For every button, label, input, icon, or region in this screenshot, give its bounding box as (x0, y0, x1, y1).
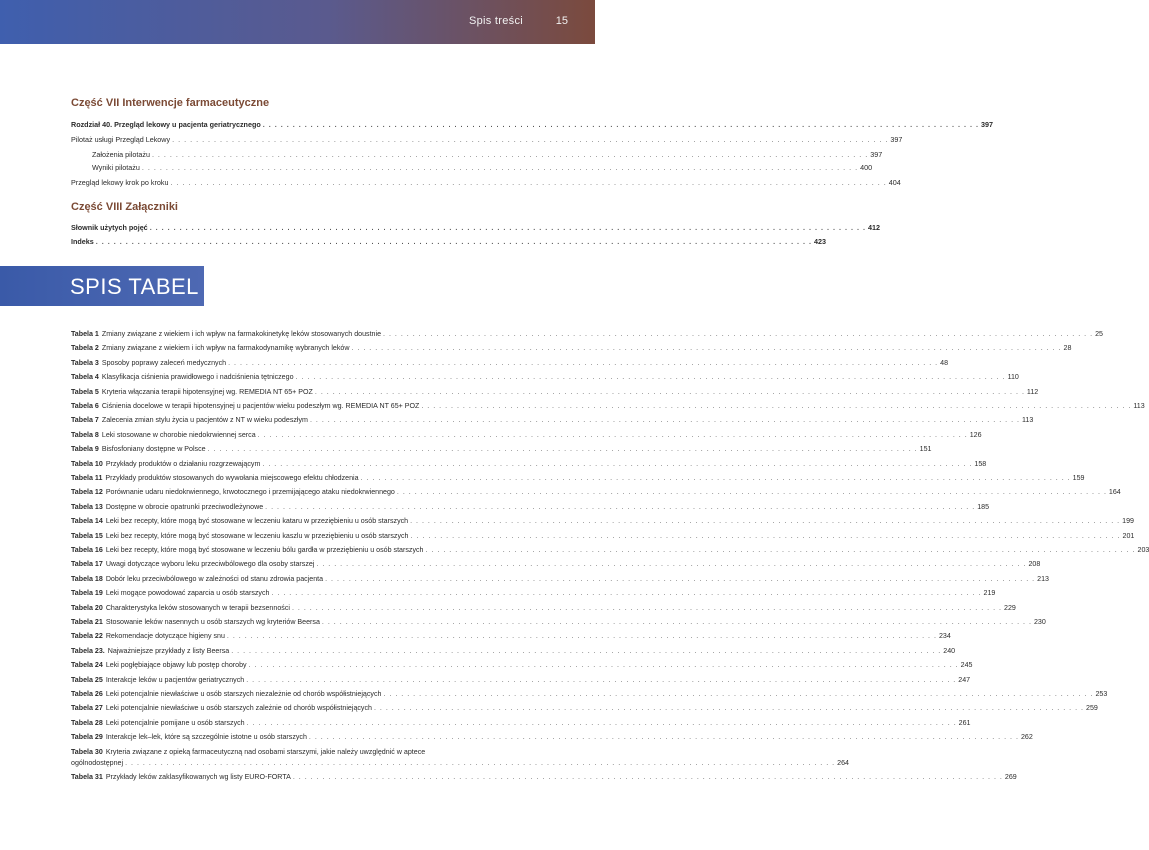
table-title: Rekomendacje dotyczące higieny snu (105, 632, 225, 641)
table-list-item[interactable] (71, 472, 1085, 484)
table-list-item[interactable] (71, 674, 971, 686)
table-page: 126 (969, 430, 982, 439)
table-list-item[interactable] (71, 630, 951, 642)
page-number: 15 (555, 15, 568, 27)
dot-leader: . . . . . . . . . . . . . . . . . . . . . . . . . . . . . . . . . . . . . . . . . . . . . . . . . . . . . . . . . . . . . . . . . . . . . . . . . . . . . . . . . . . . . . . . . . . . . . . . . . . . . . . . . . . . . . . . . . . . . . . . (383, 330, 1094, 338)
table-number: Tabela 24 (71, 661, 103, 670)
table-title: Interakcje leków u pacjentów geriatrycznych (105, 675, 245, 684)
table-list-item[interactable] (71, 558, 1041, 570)
part-heading: Część VIII Załączniki (71, 201, 178, 213)
table-page: 245 (960, 661, 973, 670)
table-title: Porównanie udaru niedokrwiennego, krwotocznego i przemijającego ataku niedokrwiennego (105, 488, 395, 497)
toc-entry-page: 397 (981, 120, 993, 129)
table-page: 110 (1007, 373, 1019, 382)
toc-entry[interactable] (71, 177, 901, 189)
table-title: Leki bez recepty, które mogą być stosowane w leczeniu kaszlu w przeziębieniu u osób starszych (105, 531, 409, 540)
table-number: Tabela 6 (71, 402, 99, 410)
dot-leader: . . . . . . . . . . . . . . . . . . . . . . . . . . . . . . . . . . . . . . . . . . . . . . . . . . . . . . . . . . . . . . . . . . . . . . . . . . . . . . . . . . . . . . . . . . . . . . . . . . . . . . . . . . . . . . . . . . . . . . . . (231, 646, 942, 655)
table-page: 158 (974, 459, 987, 468)
dot-leader: . . . . . . . . . . . . . . . . . . . . . . . . . . . . . . . . . . . . . . . . . . . . . . . . . . . . . . . . . . . . . . . . . . . . . . . . . . . . . . . . . . . . . . . . . . . . . . . . . . . . . . . . . . . . . . . . . . . . . . . . (262, 120, 979, 129)
dot-leader: . . . . . . . . . . . . . . . . . . . . . . . . . . . . . . . . . . . . . . . . . . . . . . . . . . . . . . . . . . . . . . . . . . . . . . . . . . . . . . . . . . . . . . . . . . . . . . . . . . . . . . . . . . . . . . . . . . . . . . . . (170, 178, 887, 187)
dot-leader: . . . . . . . . . . . . . . . . . . . . . . . . . . . . . . . . . . . . . . . . . . . . . . . . . . . . . . . . . . . . . . . . . . . . . . . . . . . . . . . . . . . . . . . . . . . . . . . . . . . . . . . . . . . . . . . . . . . . . . . . (325, 574, 1036, 583)
table-number: Tabela 10 (71, 459, 103, 468)
table-list-item[interactable] (71, 645, 956, 657)
toc-entry[interactable] (92, 162, 873, 174)
table-list-item[interactable] (71, 371, 1019, 383)
table-page: 213 (1037, 574, 1049, 583)
table-title: Leki mogące powodować zaparcia u osób starszych (105, 589, 270, 598)
table-title: Charakterystyka leków stosowanych w terapii bezsenności (105, 603, 290, 612)
dot-leader: . . . . . . . . . . . . . . . . . . . . . . . . . . . . . . . . . . . . . . . . . . . . . . . . . . . . . . . . . . . . . . . . . . . . . . . . . . . . . . . . . . . . . . . . . . . . . . . . . . . . . . . . . . . . . . . . . . . . . . . . (271, 589, 982, 598)
table-list-item[interactable] (71, 386, 1039, 398)
toc-entry[interactable] (71, 119, 993, 131)
dot-leader: . . . . . . . . . . . . . . . . . . . . . . . . . . . . . . . . . . . . . . . . . . . . . . . . . . . . . . . . . . . . . . . . . . . . . . . . . . . . . . . . . . . . . . . . . . . . . . . . . . . . . . . . . . . . . . . . . . . . . . . . (151, 150, 869, 159)
table-list-item[interactable] (71, 530, 1135, 542)
dot-leader: . . . . . . . . . . . . . . . . . . . . . . . . . . . . . . . . . . . . . . . . . . . . . . . . . . . . . . . . . . . . . . . . . . . . . . . . . . . . . . . . . . . . . . . . . . . . . . . . . . . . . . . . . . . . . . . . . . . . . . . . (410, 517, 1121, 526)
section-title: SPIS TABEL (70, 274, 199, 299)
table-number: Tabela 20 (71, 603, 103, 612)
table-list-item[interactable] (71, 486, 1121, 498)
table-number: Tabela 14 (71, 517, 103, 526)
toc-entry-title: Słownik użytych pojęć (71, 223, 148, 232)
table-number: Tabela 4 (71, 373, 99, 382)
table-list-item[interactable] (71, 414, 1034, 426)
table-number: Tabela 22 (71, 632, 103, 641)
table-title: Klasyfikacja ciśnienia prawidłowego i nadciśnienia tętniczego (101, 373, 294, 382)
table-title: Leki bez recepty, które mogą być stosowane w leczeniu bólu gardła w przeziębieniu u osób starszych (105, 546, 424, 554)
table-number: Tabela 18 (71, 574, 103, 583)
table-title: Przykłady produktów o działaniu rozgrzewającym (105, 459, 261, 468)
table-page: 264 (837, 758, 849, 767)
page-header (0, 0, 595, 44)
table-number: Tabela 8 (71, 430, 99, 439)
table-page: 159 (1072, 474, 1085, 482)
toc-entry[interactable] (71, 134, 903, 146)
table-number: Tabela 5 (71, 387, 99, 396)
table-list-item[interactable] (71, 357, 949, 369)
table-number: Tabela 19 (71, 589, 103, 598)
table-list-item[interactable] (71, 544, 1149, 556)
table-title: Uwagi dotyczące wyboru leku przeciwbólowego dla osoby starszej (105, 560, 315, 569)
table-title: Zmiany związane z wiekiem i ich wpływ na farmakokinetykę leków stosowanych doustnie (101, 330, 382, 338)
table-number: Tabela 12 (71, 488, 103, 497)
table-title: Leki potencjalnie niewłaściwe u osób starszych zależnie od chorób współistniejących (105, 704, 372, 713)
table-title: Leki potencjalnie niewłaściwe u osób starszych niezależnie od chorób współistniejących (105, 690, 382, 698)
table-title: Kryteria włączania terapii hipotensyjnej wg. REMEDIA NT 65+ POZ (101, 387, 313, 396)
dot-leader: . . . . . . . . . . . . . . . . . . . . . . . . . . . . . . . . . . . . . . . . . . . . . . . . . . . . . . . . . . . . . . . . . . . . . . . . . . . . . . . . . . . . . . . . . . . . . . . . . . . . . . . . . . . . . . . . . . . . . . . . (172, 135, 889, 144)
table-page: 48 (940, 358, 949, 367)
toc-entry-page: 423 (814, 237, 827, 246)
table-title: Bisfosfoniany dostępne w Polsce (101, 445, 206, 454)
table-title: Zalecenia zmian stylu życia u pacjentów z NT w wieku podeszłym (101, 416, 308, 425)
table-number: Tabela 13 (71, 502, 103, 511)
running-header-title: Spis treści (468, 15, 523, 27)
table-title: Leki pogłębiające objawy lub postęp choroby (105, 661, 247, 670)
table-number: Tabela 21 (71, 618, 103, 626)
table-page: 203 (1137, 546, 1149, 554)
table-page: 208 (1028, 560, 1041, 569)
table-page: 113 (1133, 402, 1145, 410)
table-page: 234 (938, 632, 951, 641)
table-list-item[interactable] (71, 429, 982, 441)
table-title: Kryteria związane z opieką farmaceutyczną nad osobami starszymi, jakie należy uwzględnić w aptece (105, 747, 426, 756)
table-list-item[interactable] (71, 573, 1049, 585)
table-list-item[interactable] (71, 771, 1017, 783)
dot-leader: . . . . . . . . . . . . . . . . . . . . . . . . . . . . . . . . . . . . . . . . . . . . . . . . . . . . . . . . . . . . . . . . . . . . . . . . . . . . . . . . . . . . . . . . . . . . . . . . . . . . . . . . . . . . . . . . . . . . . . . . (316, 560, 1027, 569)
table-title: Interakcje lek–lek, które są szczególnie istotne u osób starszych (105, 733, 307, 742)
table-number: Tabela 23. (71, 646, 105, 655)
table-list-item[interactable] (71, 328, 1103, 340)
table-title: Sposoby poprawy zaleceń medycznych (101, 358, 227, 367)
table-page: 199 (1122, 517, 1134, 526)
dot-leader: . . . . . . . . . . . . . . . . . . . . . . . . . . . . . . . . . . . . . . . . . . . . . . . . . . . . . . . . . . . . . . . . . . . . . . . . . . . . . . . . . . . . . . . . . . . . . . . . . . . . . . . . . . . . . . . . . . . . . . . . (207, 445, 918, 454)
dot-leader: . . . . . . . . . . . . . . . . . . . . . . . . . . . . . . . . . . . . . . . . . . . . . . . . . . . . . . . . . . . . . . . . . . . . . . . . . . . . . . . . . . . . . . . . . . . . . . . . . . . . . . . . . . . . . . . . . . . . . . . . (257, 430, 968, 439)
table-title: Leki potencjalnie pomijane u osób starszych (105, 718, 245, 727)
table-number: Tabela 29 (71, 733, 103, 742)
toc-entry[interactable] (71, 236, 827, 248)
table-page: 240 (943, 646, 956, 655)
table-number: Tabela 26 (71, 690, 103, 698)
dot-leader: . . . . . . . . . . . . . . . . . . . . . . . . . . . . . . . . . . . . . . . . . . . . . . . . . . . . . . . . . . . . . . . . . . . . . . . . . . . . . . . . . . . . . . . . . . . . . . . . . . . . . . . . . . . . . . . . . . . . . . . . (149, 223, 866, 232)
dot-leader: . . . . . . . . . . . . . . . . . . . . . . . . . . . . . . . . . . . . . . . . . . . . . . . . . . . . . . . . . . . . . . . . . . . . . . . . . . . . . . . . . . . . . . . . . . . . . . . . . . . . . . . . . . . . . . . . . . . . . . . . (291, 603, 1002, 612)
table-page: 112 (1026, 387, 1039, 396)
dot-leader: . . . . . . . . . . . . . . . . . . . . . . . . . . . . . . . . . . . . . . . . . . . . . . . . . . . . . . . . . . . . . . . . . . . . . . . . . . . . . . . . . . . . . . . . . . . . . . . . . . . . . . . . . . . . . . . . . . . . . . . . (265, 502, 976, 511)
table-number: Tabela 30 (71, 747, 103, 756)
table-list-item[interactable] (71, 659, 973, 671)
dot-leader: . . . . . . . . . . . . . . . . . . . . . . . . . . . . . . . . . . . . . . . . . . . . . . . . . . . . . . . . . . . . . . . . . . . . . . . . . . . . . . . . . . . . . . . . . . . . . . . . . . . . . . . . . . . . . . . . . . . . . . . . (308, 733, 1019, 742)
toc-entry-page: 397 (890, 135, 903, 144)
table-number: Tabela 17 (71, 560, 103, 569)
dot-leader: . . . . . . . . . . . . . . . . . . . . . . . . . . . . . . . . . . . . . . . . . . . . . . . . . . . . . . . . . . . . . . . . . . . . . . . . . . . . . . . . . . . . . . . . . . . . . . . . . . . . . . . . . . . . . . . . . . . . . . . . (425, 546, 1136, 554)
table-title: Najważniejsze przykłady z listy Beersa (107, 646, 230, 655)
table-list-item[interactable] (71, 587, 996, 599)
dot-leader: . . . . . . . . . . . . . . . . . . . . . . . . . . . . . . . . . . . . . . . . . . . . . . . . . . . . . . . . . . . . . . . . . . . . . . . . . . . . . . . . . . . . . . . . . . . . . . . . . . . . . . . . . . . . . . . . . . . . . . . . (95, 237, 813, 246)
dot-leader: . . . . . . . . . . . . . . . . . . . . . . . . . . . . . . . . . . . . . . . . . . . . . . . . . . . . . . . . . . . . . . . . . . . . . . . . . . . . . . . . . . . . . . . . . . . . . . . . . . . . . . . . . . . . . . . . . . . . . . . . (351, 344, 1062, 353)
toc-entry-title: Przegląd lekowy krok po kroku (71, 178, 169, 187)
table-list-item[interactable] (71, 515, 1134, 527)
toc-entry-page: 412 (867, 223, 880, 232)
table-number: Tabela 11 (71, 474, 103, 482)
section-banner (0, 266, 204, 306)
table-list-item[interactable] (71, 501, 990, 513)
dot-leader: . . . . . . . . . . . . . . . . . . . . . . . . . . . . . . . . . . . . . . . . . . . . . . . . . . . . . . . . . . . . . . . . . . . . . . . . . . . . . . . . . . . . . . . . . . . . . . . . . . . . . . . . . . . . . . . . . . . . . . . . (228, 358, 939, 367)
table-page: 151 (919, 445, 932, 454)
table-number: Tabela 3 (71, 358, 99, 367)
dot-leader: . . . . . . . . . . . . . . . . . . . . . . . . . . . . . . . . . . . . . . . . . . . . . . . . . . . . . . . . . . . . . . . . . . . . . . . . . . . . . . . . . . . . . . . . . . . . . . . . . . . . . . . . . . . . . . . . . . . . . . . . (292, 773, 1003, 781)
table-number: Tabela 7 (71, 416, 99, 425)
dot-leader: . . . . . . . . . . . . . . . . . . . . . . . . . . . . . . . . . . . . . . . . . . . . . . . . . . . . . . . . . . . . . . . . . . . . . . . . . . . . . . . . . . . . . . . . . . . . . . . . . . . . . . . . . . . . . . . . . . . . . . . . (262, 459, 973, 468)
dot-leader: . . . . . . . . . . . . . . . . . . . . . . . . . . . . . . . . . . . . . . . . . . . . . . . . . . . . . . . . . . . . . . . . . . . . . . . . . . . . . . . . . . . . . . . . . . . . . . . . . . . . . . . . . . . . . . . . . . . . . . . . (309, 416, 1020, 425)
table-number: Tabela 16 (71, 546, 103, 554)
toc-entry[interactable] (71, 222, 880, 234)
dot-leader: . . . . . . . . . . . . . . . . . . . . . . . . . . . . . . . . . . . . . . . . . . . . . . . . . . . . . . . . . . . . . . . . . . . . . . . . . . . . . . . . . . . . . . . . . . . . . . . . . . . . . . . . . . . . . . . . . . . . . . . . (295, 373, 1006, 382)
table-page: 230 (1033, 618, 1046, 626)
dot-leader: . . . . . . . . . . . . . . . . . . . . . . . . . . . . . . . . . . . . . . . . . . . . . . . . . . . . . . . . . . . . . . . . . . . . . . . . . . . . . . . . . . . . . . . . . . . . . . . . . . . . . . . . . . . . . . . . . . . . . . . . (421, 402, 1132, 410)
table-page: 262 (1020, 733, 1033, 742)
dot-leader: . . . . . . . . . . . . . . . . . . . . . . . . . . . . . . . . . . . . . . . . . . . . . . . . . . . . . . . . . . . . . . . . . . . . . . . . . . . . . . . . . . . . . . . . . . . . . . . . . . . . . . . . . . . . . . . . . . . . . . . . (396, 488, 1107, 497)
table-number: Tabela 27 (71, 704, 103, 713)
toc-entry[interactable] (92, 149, 883, 161)
table-page: 25 (1095, 330, 1103, 338)
table-title: Stosowanie leków nasennych u osób starszych wg kryteriów Beersa (105, 618, 320, 626)
table-page: 28 (1063, 344, 1072, 353)
table-page: 219 (983, 589, 996, 598)
table-page: 164 (1108, 488, 1121, 497)
toc-entry-page: 400 (860, 163, 873, 172)
dot-leader: . . . . . . . . . . . . . . . . . . . . . . . . . . . . . . . . . . . . . . . . . . . . . . . . . . . . . . . . . . . . . . . . . . . . . . . . . . . . . . . . . . . . . . . . . . . . . . . . . . . . . . . . . . . . . . . . . . . . . . . . (410, 531, 1121, 540)
table-number: Tabela 15 (71, 531, 103, 540)
dot-leader: . . . . . . . . . . . . . . . . . . . . . . . . . . . . . . . . . . . . . . . . . . . . . . . . . . . . . . . . . . . . . . . . . . . . . . . . . . . . . . . . . . . . . . . . . . . . . . . . . . . . . . . . . . . . . . . . . . . . . . . . (383, 690, 1094, 698)
table-number: Tabela 28 (71, 718, 103, 727)
table-list-item[interactable] (71, 602, 1016, 614)
table-page: 247 (958, 675, 971, 684)
table-title-continuation: ogólnodostępnej (71, 758, 124, 767)
table-title: Leki bez recepty, które mogą być stosowane w leczeniu kataru w przeziębieniu u osób starszych (105, 517, 409, 526)
table-title: Dostępne w obrocie opatrunki przeciwodleżynowe (105, 502, 264, 511)
table-number: Tabela 1 (71, 330, 99, 338)
dot-leader: . . . . . . . . . . . . . . . . . . . . . . . . . . . . . . . . . . . . . . . . . . . . . . . . . . . . . . . . . . . . . . . . . . . . . . . . . . . . . . . . . . . . . . . . . . . . . . . . . . . . . . . . . . . . . . . . . . . . . . . . (246, 718, 957, 727)
table-title: Przykłady leków zaklasyfikowanych wg listy EURO-FORTA (105, 773, 291, 781)
table-page: 185 (977, 502, 990, 511)
table-list-item-continuation[interactable] (71, 757, 849, 769)
table-page: 229 (1004, 603, 1016, 612)
dot-leader: . . . . . . . . . . . . . . . . . . . . . . . . . . . . . . . . . . . . . . . . . . . . . . . . . . . . . . . . . . . . . . . . . . . . . . . . . . . . . . . . . . . . . . . . . . . . . . . . . . . . . . . . . . . . . . . . . . . . . . . . (226, 632, 937, 641)
table-list-item[interactable] (71, 616, 1046, 628)
dot-leader: . . . . . . . . . . . . . . . . . . . . . . . . . . . . . . . . . . . . . . . . . . . . . . . . . . . . . . . . . . . . . . . . . . . . . . . . . . . . . . . . . . . . . . . . . . . . . . . . . . . . . . . . . . . . . . . . . . . . . . . . (360, 474, 1071, 482)
table-list-item[interactable] (71, 702, 1098, 714)
table-title: Leki stosowane w chorobie niedokrwiennej serca (101, 430, 256, 439)
dot-leader: . . . . . . . . . . . . . . . . . . . . . . . . . . . . . . . . . . . . . . . . . . . . . . . . . . . . . . . . . . . . . . . . . . . . . . . . . . . . . . . . . . . . . . . . . . . . . . . . . . . . . . . . . . . . . . . . . . . . . . . . (373, 704, 1085, 713)
toc-entry-title: Indeks (71, 237, 94, 246)
table-list-item[interactable] (71, 342, 1072, 354)
table-number: Tabela 9 (71, 445, 99, 454)
dot-leader: . . . . . . . . . . . . . . . . . . . . . . . . . . . . . . . . . . . . . . . . . . . . . . . . . . . . . . . . . . . . . . . . . . . . . . . . . . . . . . . . . . . . . . . . . . . . . . . . . . . . . . . . . . . . . . . . . . . . . . . . (141, 163, 859, 172)
table-page: 259 (1086, 704, 1098, 713)
toc-entry-page: 404 (888, 178, 901, 187)
table-title: Dobór leku przeciwbólowego w zależności od stanu zdrowia pacjenta (105, 574, 324, 583)
table-list-item[interactable] (71, 458, 987, 470)
part-heading: Część VII Interwencje farmaceutyczne (71, 97, 270, 109)
dot-leader: . . . . . . . . . . . . . . . . . . . . . . . . . . . . . . . . . . . . . . . . . . . . . . . . . . . . . . . . . . . . . . . . . . . . . . . . . . . . . . . . . . . . . . . . . . . . . . . . . . . . . . . . . . . . . . . . . . . . . . . . (314, 387, 1025, 396)
table-page: 269 (1004, 773, 1017, 781)
table-list-item[interactable] (71, 400, 1145, 412)
table-number: Tabela 25 (71, 675, 103, 684)
table-title: Przykłady produktów stosowanych do wywołania miejscowego efektu chłodzenia (105, 474, 359, 482)
dot-leader: . . . . . . . . . . . . . . . . . . . . . . . . . . . . . . . . . . . . . . . . . . . . . . . . . . . . . . . . . . . . . . . . . . . . . . . . . . . . . . . . . . . . . . . . . . . . . . . . . . . . . . . . . . . . . . . . . . . . . . . . (125, 758, 836, 767)
toc-entry-title: Założenia pilotażu (92, 150, 150, 159)
table-title: Ciśnienia docelowe w terapii hipotensyjnej u pacjentów wieku podeszłym wg. REMEDIA NT 65+ POZ (101, 402, 420, 410)
table-page: 261 (958, 718, 971, 727)
dot-leader: . . . . . . . . . . . . . . . . . . . . . . . . . . . . . . . . . . . . . . . . . . . . . . . . . . . . . . . . . . . . . . . . . . . . . . . . . . . . . . . . . . . . . . . . . . . . . . . . . . . . . . . . . . . . . . . . . . . . . . . . (321, 618, 1032, 626)
table-list-item[interactable] (71, 443, 932, 455)
table-page: 201 (1122, 531, 1135, 540)
dot-leader: . . . . . . . . . . . . . . . . . . . . . . . . . . . . . . . . . . . . . . . . . . . . . . . . . . . . . . . . . . . . . . . . . . . . . . . . . . . . . . . . . . . . . . . . . . . . . . . . . . . . . . . . . . . . . . . . . . . . . . . . (246, 675, 957, 684)
toc-entry-title: Wyniki pilotażu (92, 163, 140, 172)
table-list-item[interactable] (71, 688, 1108, 700)
table-list-item[interactable] (71, 731, 1033, 743)
toc-entry-page: 397 (870, 150, 883, 159)
table-number: Tabela 31 (71, 773, 103, 781)
table-page: 113 (1022, 416, 1034, 425)
dot-leader: . . . . . . . . . . . . . . . . . . . . . . . . . . . . . . . . . . . . . . . . . . . . . . . . . . . . . . . . . . . . . . . . . . . . . . . . . . . . . . . . . . . . . . . . . . . . . . . . . . . . . . . . . . . . . . . . . . . . . . . . (248, 661, 959, 670)
table-list-item[interactable] (71, 717, 971, 729)
toc-entry-title: Pilotaż usługi Przegląd Lekowy (71, 135, 171, 144)
table-title: Zmiany związane z wiekiem i ich wpływ na farmakodynamikę wybranych leków (101, 344, 350, 353)
toc-entry-title: Rozdział 40. Przegląd lekowy u pacjenta geriatrycznego (71, 120, 261, 129)
table-number: Tabela 2 (71, 344, 99, 353)
table-page: 253 (1095, 690, 1108, 698)
